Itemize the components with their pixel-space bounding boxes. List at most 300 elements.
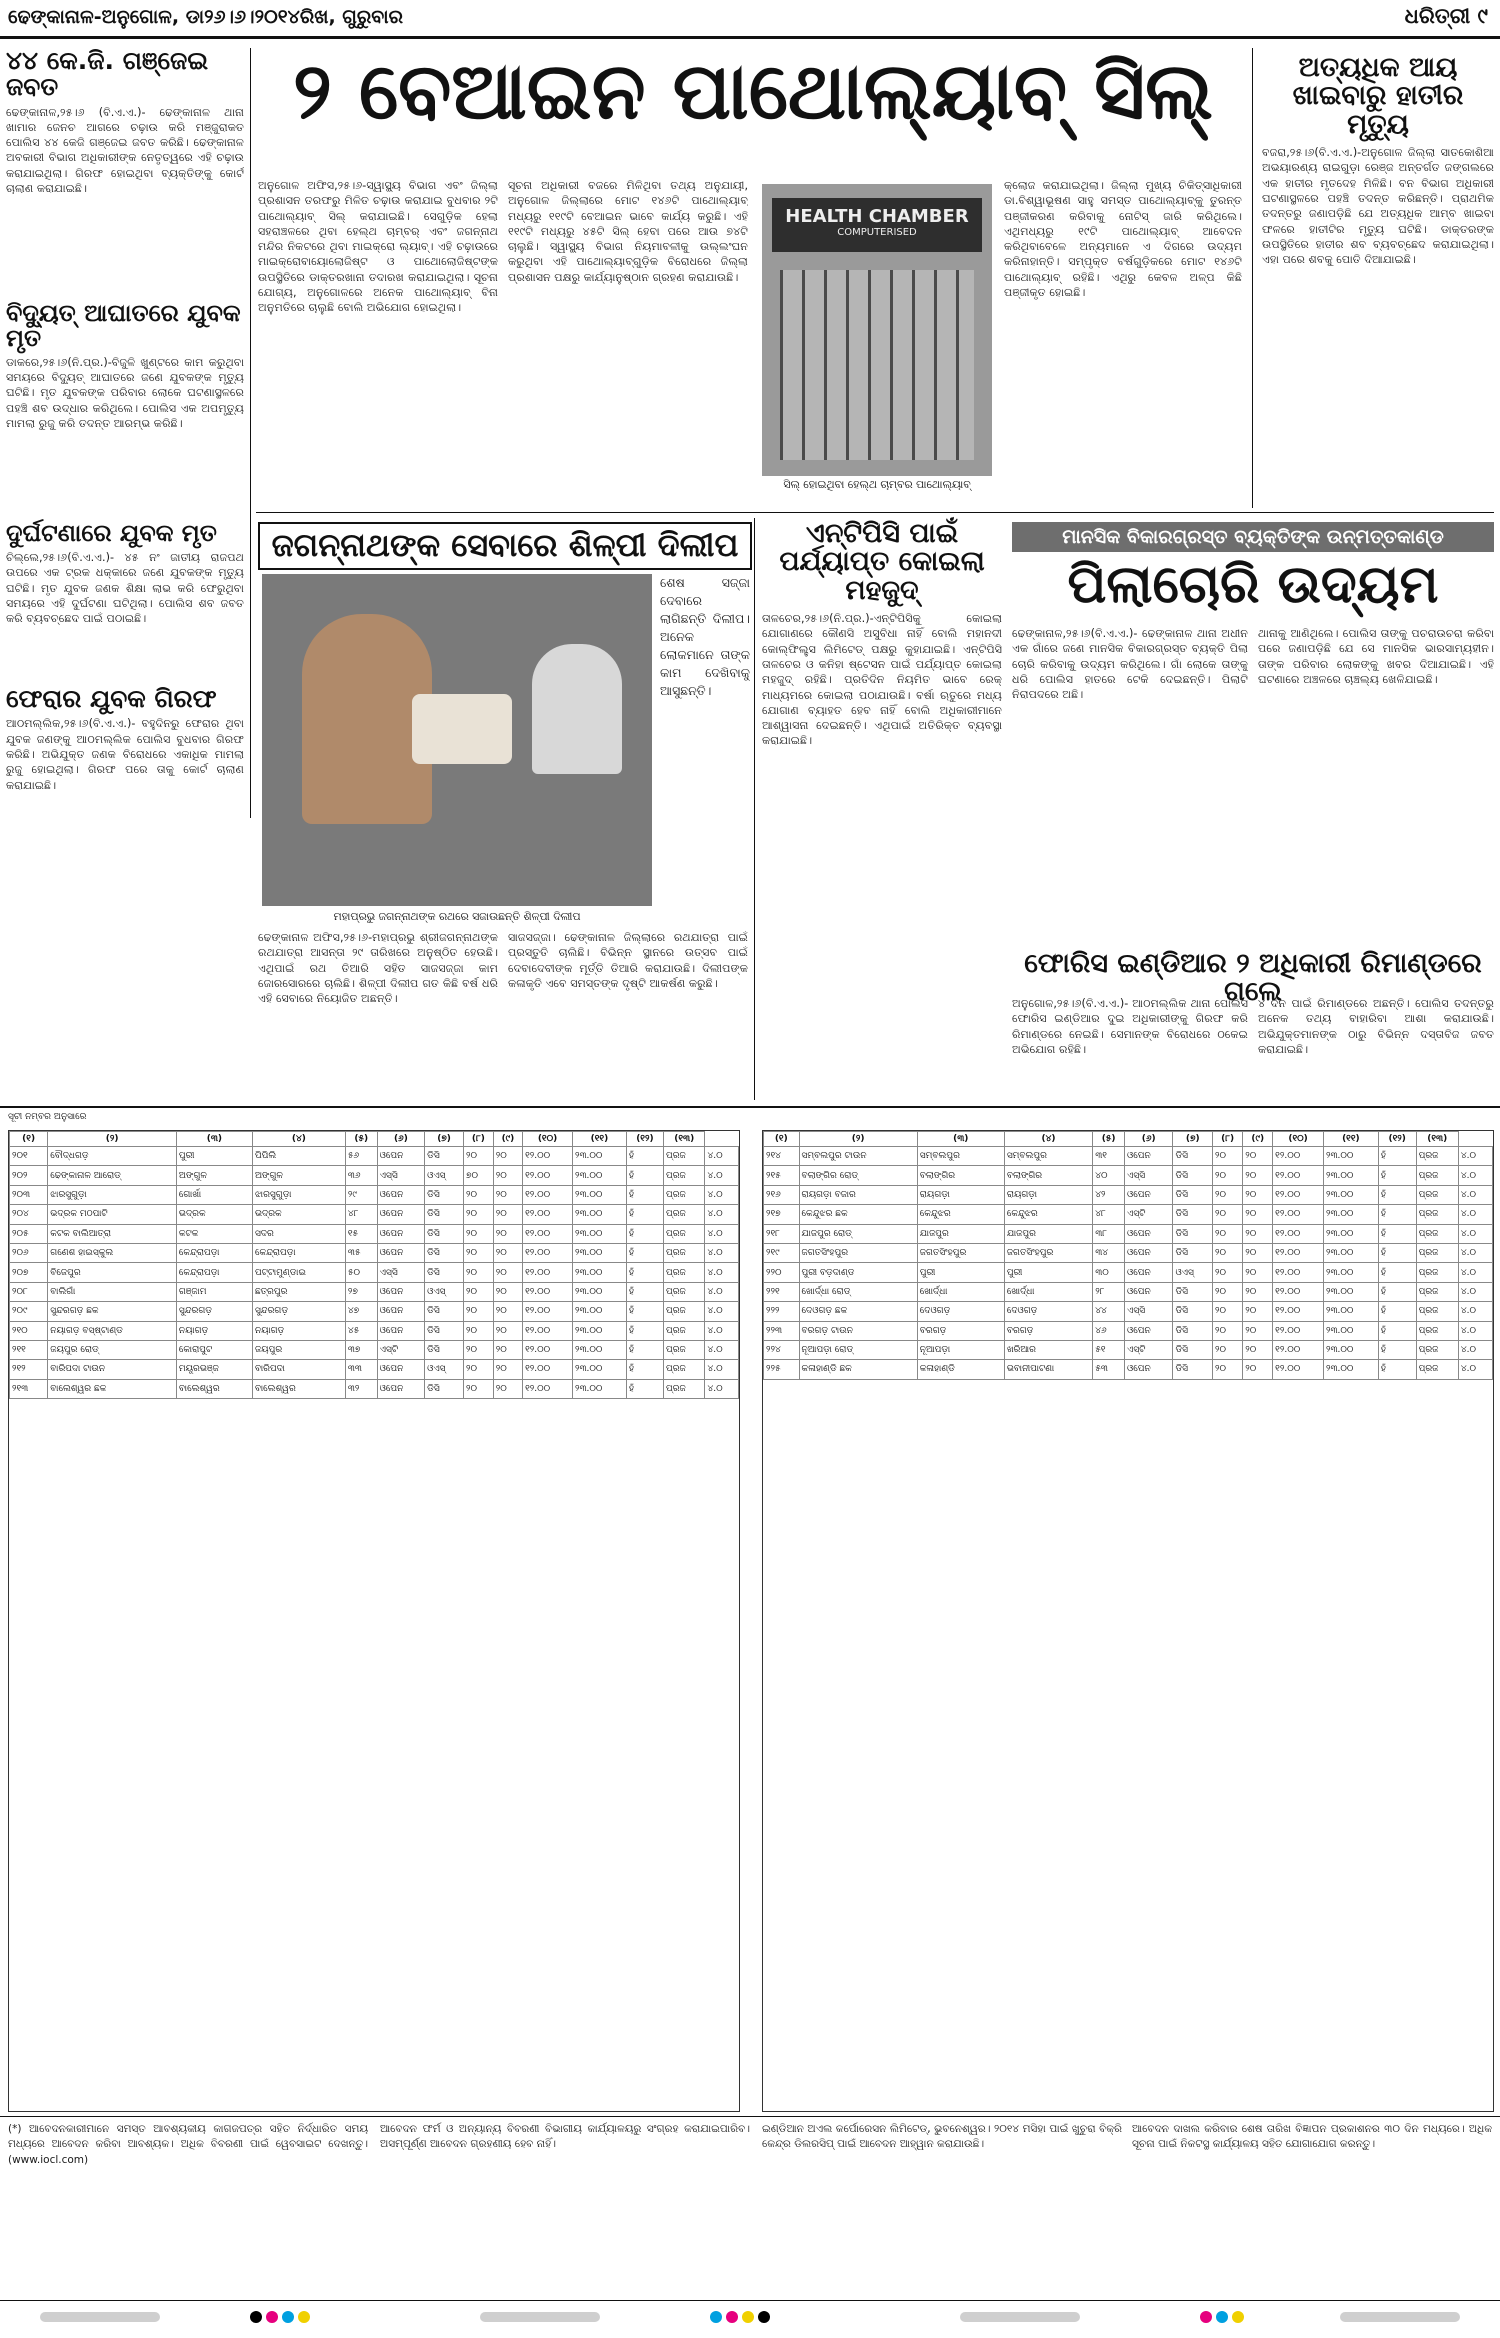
- elephant-body: ବଜରା,୨୫।୬(ବି.ଏ.ଏ.)-ଅନୁଗୋଳ ଜିଲ୍ଲା ସାତକୋଶିଆ ଅଭୟାରଣ୍ୟ ରାଇଗୁଡ଼ା ରେଞ୍ଜ ଅନ୍ତର୍ଗତ ଜଙ୍ଗଲରେ ଏକ ହାତୀର ମୃତଦେହ ମିଳିଛି। ବନ ବିଭାଗ ଅଧିକାରୀ ଘଟଣାସ୍ଥଳରେ ପହଞ୍ଚି ତଦନ୍ତ କରିଛନ୍ତି। ପ୍ରାଥମିକ ତଦନ୍ତରୁ ଜଣାପଡ଼ିଛି ଯେ ଅତ୍ୟଧିକ ଆମ୍ବ ଖାଇବା ଫଳରେ ହାତୀଟିର ମୃତ୍ୟୁ ଘଟିଛି। ଡାକ୍ତରଙ୍କ ଉପସ୍ଥିତିରେ ହାତୀର ଶବ ବ୍ୟବଚ୍ଛେଦ କରାଯାଇଥିଲା। ଏହା ପରେ ଶବକୁ ପୋତି ଦିଆଯାଇଛି।: [1262, 146, 1494, 267]
- table-cell: ହଁ: [1378, 1147, 1416, 1166]
- table-cell: ହଁ: [1378, 1224, 1416, 1243]
- table-cell: ରାୟଗଡ଼ା: [1004, 1185, 1092, 1204]
- table-cell: ୨୦: [1243, 1360, 1273, 1379]
- table-cell: ୨୨୪: [764, 1340, 800, 1359]
- footer-rule: [0, 2300, 1500, 2301]
- table-cell: ୪.୦: [705, 1282, 739, 1301]
- table-cell: କଟକ: [176, 1224, 252, 1243]
- table-cell: ନୟାଗଡ଼: [252, 1321, 345, 1340]
- table-cell: ହଁ: [626, 1263, 663, 1282]
- registration-dot-black: [758, 2311, 770, 2323]
- registration-bar-mark: [480, 2312, 600, 2322]
- table-cell: ୨୦: [1212, 1321, 1242, 1340]
- table-cell: ପ୍ରଜ: [663, 1224, 704, 1243]
- table-cell: ଓପେନ: [1125, 1360, 1173, 1379]
- table-row: [10, 1185, 739, 1204]
- registration-dot-cyan: [282, 2311, 294, 2323]
- registration-dot-yellow: [1232, 2311, 1244, 2323]
- table-cell: ଅଙ୍ଗୁଳ: [252, 1166, 345, 1185]
- table-cell: ସୁନ୍ଦରଗଡ଼: [176, 1302, 252, 1321]
- table-row: [10, 1282, 739, 1301]
- table-row: [764, 1243, 1493, 1262]
- table-cell: ନୟାଗଡ଼: [176, 1321, 252, 1340]
- notes-text-a: (*) ଆବେଦନକାରୀମାନେ ସମସ୍ତ ଆବଶ୍ୟକୀୟ କାଗଜପତ୍ର ସହିତ ନିର୍ଦ୍ଧାରିତ ସମୟ ମଧ୍ୟରେ ଆବେଦନ କରିବା ଆବଶ୍ୟକ। ଅଧିକ ବିବରଣୀ ପାଇଁ ୱେବସାଇଟ ଦେଖନ୍ତୁ।: [8, 2123, 368, 2151]
- table-cell: ଖୋର୍ଦ୍ଧା: [1004, 1282, 1092, 1301]
- table-cell: ୨୦: [493, 1243, 522, 1262]
- signboard-title: HEALTH CHAMBER: [785, 206, 969, 227]
- table-cell: ୨୦: [463, 1360, 493, 1379]
- table-cell: ୨୦୯: [10, 1302, 48, 1321]
- table-cell: ପ୍ରଜ: [1416, 1360, 1458, 1379]
- table-cell: ଓପେନ: [377, 1282, 425, 1301]
- table-cell: ୨୦: [1212, 1302, 1242, 1321]
- table-cell: ୨୯: [345, 1185, 377, 1204]
- table-cell: ୨୦୫: [10, 1224, 48, 1243]
- table-row: [10, 1360, 739, 1379]
- registration-bar-mark: [1340, 2312, 1460, 2322]
- table-row: [764, 1185, 1493, 1204]
- table-cell: ଡିସି: [1173, 1147, 1213, 1166]
- registration-dot-yellow: [742, 2311, 754, 2323]
- table-cell: ଓପେନ: [377, 1185, 425, 1204]
- table-cell: ୪.୦: [705, 1147, 739, 1166]
- table-cell: ଡିସି: [425, 1302, 464, 1321]
- table-cell: ୨୩.୦୦: [1323, 1166, 1378, 1185]
- table-cell: ୪୦: [1093, 1166, 1125, 1185]
- table-cell: ୩୫: [345, 1243, 377, 1262]
- table-cell: ପୁରୀ: [917, 1263, 1004, 1282]
- table-cell: ୩୩: [345, 1360, 377, 1379]
- table-cell: ଏସ୍‌ସି: [1125, 1302, 1173, 1321]
- table-cell: ଓପେନ: [1125, 1243, 1173, 1262]
- table-cell: ଜୟପୁର ରୋଡ୍: [48, 1340, 177, 1359]
- table-cell: ୧୨.୦୦: [1273, 1263, 1324, 1282]
- table-cell: ବରଗଡ଼: [917, 1321, 1004, 1340]
- table-cell: ବାରିପଦା: [252, 1360, 345, 1379]
- photo-shutter: [780, 270, 974, 460]
- table-cell: ବାଲିଗାଁ: [48, 1282, 177, 1301]
- table-cell: ହଁ: [626, 1166, 663, 1185]
- header-rule: [0, 36, 1500, 39]
- table-cell: ୨୩.୦୦: [572, 1243, 626, 1262]
- table-cell: ପ୍ରଜ: [1416, 1185, 1458, 1204]
- table-cell: କଳାହାଣ୍ଡି: [917, 1360, 1004, 1379]
- table-cell: ୨୩.୦୦: [1323, 1185, 1378, 1204]
- notes-block-b: ଆବେଦନ ଫର୍ମ ଓ ଅନ୍ୟାନ୍ୟ ବିବରଣୀ ବିଭାଗୀୟ କାର୍ଯ୍ୟାଳୟରୁ ସଂଗ୍ରହ କରାଯାଇପାରିବ। ଅସମ୍ପୂର୍ଣ୍ଣ ଆବେଦନ ଗ୍ରହଣୀୟ ହେବ ନାହିଁ।: [380, 2123, 750, 2151]
- table-cell: ୫୧: [1093, 1340, 1125, 1359]
- table-cell: ଯାଜପୁର ରୋଡ୍: [799, 1224, 917, 1243]
- table-cell: ୪.୦: [1458, 1340, 1492, 1359]
- table-cell: ୩୬: [345, 1166, 377, 1185]
- elephant-story: [1262, 54, 1494, 504]
- story-accident-headline: ଦୁର୍ଘଟଣାରେ ଯୁବକ ମୃତ: [6, 518, 217, 547]
- table-cell: ଓଏସ୍: [1173, 1263, 1213, 1282]
- table-cell: ୨୭: [345, 1282, 377, 1301]
- table-cell: ଓପେନ: [1125, 1282, 1173, 1301]
- table-cell: ୪.୦: [705, 1360, 739, 1379]
- table-cell: ୨୦୨: [10, 1166, 48, 1185]
- table-cell: ବଲାଙ୍ଗିର: [917, 1166, 1004, 1185]
- table-cell: ହଁ: [1378, 1360, 1416, 1379]
- table-cell: ୨୦: [493, 1282, 522, 1301]
- table-cell: ୨୩.୦୦: [572, 1147, 626, 1166]
- table-cell: ପ୍ରଜ: [663, 1263, 704, 1282]
- table-cell: କେନ୍ଦୁଝର ଛକ: [799, 1205, 917, 1224]
- table-cell: ହଁ: [626, 1185, 663, 1204]
- table-cell: ଓପେନ: [377, 1243, 425, 1262]
- table-cell: ୨୦: [463, 1340, 493, 1359]
- table-cell: ୨୧୫: [764, 1166, 800, 1185]
- table-cell: ପ୍ରଜ: [1416, 1263, 1458, 1282]
- table-cell: ୨୦: [1243, 1166, 1273, 1185]
- dealer-table: [763, 1131, 1493, 1380]
- table-cell: ଡିସି: [425, 1224, 464, 1243]
- table-cell: ୪.୦: [705, 1379, 739, 1398]
- table-cell: ୪.୦: [705, 1263, 739, 1282]
- table-cell: ସମ୍ବଲପୁର: [1004, 1147, 1092, 1166]
- table-cell: ୨୦୧: [10, 1147, 48, 1166]
- table-cell: ପ୍ରଜ: [1416, 1166, 1458, 1185]
- table-cell: ୨୦: [493, 1205, 522, 1224]
- table-cell: ୨୦: [463, 1224, 493, 1243]
- page-number: ଧରିତ୍ରୀ ୯: [1404, 4, 1488, 28]
- table-cell: ଛତ୍ରପୁର: [252, 1282, 345, 1301]
- table-cell: ପ୍ରଜ: [1416, 1147, 1458, 1166]
- table-header-cell: (୧୩): [1416, 1132, 1458, 1147]
- dateline: ଢେଙ୍କାନାଳ-ଅନୁଗୋଳ, ଡା୨୬।୬।୨୦୧୪ରିଖ, ଗୁରୁବାର: [8, 6, 403, 28]
- ntpc-headline: ଏନ୍‌ଟିପିସି ପାଇଁ ପର୍ଯ୍ୟାପ୍ତ କୋଇଲା ମହଜୁଦ୍: [779, 518, 985, 606]
- table-row: [764, 1166, 1493, 1185]
- table-cell: ଓପେନ: [1125, 1147, 1173, 1166]
- table-cell: ୧୨.୦୦: [523, 1224, 573, 1243]
- table-cell: ଦେଓଗଡ଼: [917, 1302, 1004, 1321]
- table-cell: ୧୨.୦୦: [523, 1263, 573, 1282]
- table-header-cell: (୭): [425, 1132, 464, 1147]
- table-cell: ୨୦୬: [10, 1243, 48, 1262]
- table-cell: ପଟ୍ଟାମୁଣ୍ଡାଇ: [252, 1263, 345, 1282]
- table-header-cell: (୪): [252, 1132, 345, 1147]
- table-header-cell: (୧୩): [663, 1132, 704, 1147]
- table-cell: ୪୮: [345, 1205, 377, 1224]
- table-cell: ୪.୦: [1458, 1147, 1492, 1166]
- story-accident-body: ଚିଲ୍ଲେ,୨୫।୬(ବି.ଏ.ଏ.)- ୪୫ ନଂ ଜାତୀୟ ରାଜପଥ ଉପରେ ଏକ ଟ୍ରକ ଧକ୍କାରେ ଜଣେ ଯୁବକଙ୍କ ମୃତ୍ୟୁ ଘଟିଛି। ମୃତ ଯୁବକ ଜଣକ ଶିକ୍ଷା ଲାଭ କରି ଫେରୁଥିବା ସମୟରେ ଏହି ଦୁର୍ଘଟଣା ଘଟିଥିଲା। ପୋଲିସ ଶବ ଜବତ କରି ବ୍ୟବଚ୍ଛେଦ ପାଇଁ ପଠାଇଛି।: [6, 551, 244, 626]
- table-cell: ଡିସି: [1173, 1185, 1213, 1204]
- table-row: [764, 1282, 1493, 1301]
- table-cell: ୫୦: [345, 1263, 377, 1282]
- table-cell: ହଁ: [626, 1360, 663, 1379]
- table-cell: ଡିସି: [1173, 1321, 1213, 1340]
- table-cell: ୨୩.୦୦: [572, 1340, 626, 1359]
- table-cell: ହଁ: [626, 1379, 663, 1398]
- elephant-headline: ଅତ୍ୟଧିକ ଆୟ ଖାଇବାରୁ ହାତୀର ମୃତ୍ୟୁ: [1292, 52, 1464, 140]
- table-cell: ୨୦୭: [10, 1263, 48, 1282]
- table-cell: ହଁ: [626, 1224, 663, 1243]
- table-cell: ଖୋର୍ଦ୍ଧା ରୋଡ୍: [799, 1282, 917, 1301]
- table-cell: ୨୨୨: [764, 1302, 800, 1321]
- table-cell: ୨୧୪: [764, 1147, 800, 1166]
- table-cell: ଓଏସ୍: [425, 1166, 464, 1185]
- table-cell: ୨୦: [1243, 1302, 1273, 1321]
- table-cell: ୪୨: [1093, 1185, 1125, 1204]
- forest-body-a: ଅନୁଗୋଳ,୨୫।୬(ବି.ଏ.ଏ.)- ଆଠମଲ୍ଲିକ ଥାନା ପୋଲିସ ଫୋରିସ ଇଣ୍ଡିଆର ଦୁଇ ଅଧିକାରୀଙ୍କୁ ଗିରଫ କରି ରିମାଣ୍ଡରେ ନେଇଛି। ସେମାନଙ୍କ ବିରୋଧରେ ଠକେଇ ଅଭିଯୋଗ ରହିଛି।: [1012, 997, 1248, 1056]
- table-cell: ୧୨.୦୦: [1273, 1340, 1324, 1359]
- section-rule: [256, 512, 1494, 513]
- table-cell: ୨୩.୦୦: [1323, 1263, 1378, 1282]
- table-cell: ଦେଓଗଡ଼: [1004, 1302, 1092, 1321]
- table-cell: କେନ୍ଦ୍ରାପଡ଼ା: [252, 1243, 345, 1262]
- table-cell: ୭୦: [463, 1166, 493, 1185]
- jagannath-headline: ଜଗନ୍ନାଥଙ୍କ ସେବାରେ ଶିଳ୍ପୀ ଦିଲୀପ: [271, 526, 739, 564]
- table-cell: ୪.୦: [1458, 1302, 1492, 1321]
- table-cell: ୧୨.୦୦: [523, 1379, 573, 1398]
- table-header-cell: (୧୧): [572, 1132, 626, 1147]
- table-header-row: [10, 1132, 739, 1147]
- table-cell: ୨୦: [463, 1147, 493, 1166]
- table-cell: ୨୦: [1212, 1224, 1242, 1243]
- table-row: [764, 1205, 1493, 1224]
- registration-bar-mark: [40, 2312, 160, 2322]
- table-row: [10, 1243, 739, 1262]
- table-cell: ୧୨.୦୦: [1273, 1282, 1324, 1301]
- table-cell: ୨୩.୦୦: [572, 1282, 626, 1301]
- table-cell: ପ୍ରଜ: [663, 1340, 704, 1359]
- table-cell: ୧୨.୦୦: [1273, 1185, 1324, 1204]
- story-electrocution-headline: ବିଦ୍ୟୁତ୍ ଆଘାତରେ ଯୁବକ ମୃତ: [6, 298, 241, 352]
- table-cell: ୨୦: [493, 1147, 522, 1166]
- table-cell: ୨୦: [463, 1185, 493, 1204]
- table-cell: କଳାହାଣ୍ଡି ଛକ: [799, 1360, 917, 1379]
- table-cell: ବାଲେଶ୍ୱର: [176, 1379, 252, 1398]
- table-cell: ପ୍ରଜ: [1416, 1340, 1458, 1359]
- dealer-table: [9, 1131, 739, 1399]
- lead-body-col2: ସୂଚନା ଅଧିକାରୀ ବଜରେ ମିଳିଥିବା ତଥ୍ୟ ଅନୁଯାୟୀ, ଅନୁଗୋଳ ଜିଲ୍ଲାରେ ମୋଟ ୧୪୬ଟି ପାଥୋଲ୍ୟାବ୍ ମଧ୍ୟରୁ ୧୧୯ଟି ବେଆଇନ ଭାବେ କାର୍ଯ୍ୟ କରୁଛି। ଏହି ୧୧୯ଟି ମଧ୍ୟରୁ ୪୫ଟି ସିଲ୍ ହେବା ପରେ ଆଉ ୭୪ଟି ଚାଲୁଛି। ସ୍ୱାସ୍ଥ୍ୟ ବିଭାଗ ନିୟମାବଳୀକୁ ଉଲ୍ଲଂଘନ କରୁଥିବା ଏହି ପାଥୋଲ୍ୟାବ୍‌ଗୁଡ଼ିକ ବିରୋଧରେ ଜିଲ୍ଲା ପ୍ରଶାସନ ପକ୍ଷରୁ କାର୍ଯ୍ୟାନୁଷ୍ଠାନ ଗ୍ରହଣ କରାଯାଉଛି।: [508, 179, 748, 284]
- health-chamber-caption: ସିଲ୍ ହୋଇଥିବା ହେଲ୍ଥ ଚାମ୍ବର ପାଥୋଲ୍ୟାବ୍: [783, 478, 971, 491]
- table-cell: ଡିସି: [1173, 1224, 1213, 1243]
- table-cell: ୩୮: [1093, 1224, 1125, 1243]
- table-cell: ୨୧୧: [10, 1340, 48, 1359]
- table-cell: ହଁ: [1378, 1263, 1416, 1282]
- registration-dot-yellow: [298, 2311, 310, 2323]
- table-cell: ୩୨: [345, 1379, 377, 1398]
- table-cell: ଓପେନ: [377, 1147, 425, 1166]
- table-cell: ଭଦ୍ରକ: [252, 1205, 345, 1224]
- table-cell: ମୟୂରଭଞ୍ଜ: [176, 1360, 252, 1379]
- column-divider: [1252, 48, 1253, 508]
- table-header-cell: (୧): [10, 1132, 48, 1147]
- table-header-cell: (୫): [1093, 1132, 1125, 1147]
- table-cell: ଡିସି: [425, 1147, 464, 1166]
- table-cell: ୩୪: [1093, 1243, 1125, 1262]
- table-cell: ସୁନ୍ଦରଗଡ଼: [252, 1302, 345, 1321]
- table-header-cell: (୨): [48, 1132, 177, 1147]
- story-ganja-body: ଢେଙ୍କାନାଳ,୨୫।୬ (ବି.ଏ.ଏ.)- ଢେଙ୍କାନାଳ ଥାନା ଖାମାର ଜେନଚ ଆଗରେ ଚଢ଼ାଉ କରି ମଞ୍ଜୁରାକତ ପୋଲିସ ୪୪ କେଜି ଗଞ୍ଜେଇ ଜବତ କରିଛି। ଢେଙ୍କାନାଳ ଅବକାରୀ ବିଭାଗ ଅଧିକାରୀଙ୍କ ନେତୃତ୍ୱରେ ଏହି ଚଢ଼ାଉ କରାଯାଇଥିଲା। ଗିରଫ ହୋଇଥିବା ବ୍ୟକ୍ତିଙ୍କୁ କୋର୍ଟ ଚାଲାଣ କରାଯାଇଛି।: [6, 105, 244, 195]
- table-cell: ୧୫: [345, 1224, 377, 1243]
- table-cell: ୨୦: [493, 1340, 522, 1359]
- table-cell: ୨୩.୦୦: [1323, 1321, 1378, 1340]
- table-cell: ପ୍ରଜ: [663, 1360, 704, 1379]
- table-cell: ଡିସି: [1173, 1302, 1213, 1321]
- table-cell: ସମ୍ବଲପୁର ଟାଉନ: [799, 1147, 917, 1166]
- table-cell: ୨୩.୦୦: [1323, 1282, 1378, 1301]
- table-cell: ନୟାଗଡ଼ ବସ୍‌ଷ୍ଟାଣ୍ଡ: [48, 1321, 177, 1340]
- table-cell: ୨୦: [493, 1321, 522, 1340]
- table-cell: ପ୍ରଜ: [663, 1185, 704, 1204]
- table-cell: ହଁ: [1378, 1243, 1416, 1262]
- jagannath-body-b: ସାଜସଜ୍ଜା। ଢେଙ୍କାନାଳ ଜିଲ୍ଲାରେ ରଥଯାତ୍ରା ପାଇଁ ପ୍ରସ୍ତୁତି ଚାଲିଛି। ବିଭିନ୍ନ ସ୍ଥାନରେ ଉତ୍ସବ ପାଇଁ ଦେବାଦେବୀଙ୍କ ମୂର୍ତ୍ତି ତିଆରି କରାଯାଉଛି। ଦିଲୀପଙ୍କ କଳାକୃତି ଏବେ ସମସ୍ତଙ୍କ ଦୃଷ୍ଟି ଆକର୍ଷଣ କରୁଛି।: [508, 931, 748, 990]
- table-row: [764, 1360, 1493, 1379]
- table-cell: ୨୩.୦୦: [572, 1360, 626, 1379]
- table-cell: କେନ୍ଦୁଝର: [1004, 1205, 1092, 1224]
- table-cell: ବରଗଡ଼ ଟାଉନ: [799, 1321, 917, 1340]
- table-cell: ୩୧: [1093, 1147, 1125, 1166]
- table-cell: ଜଗତସିଂହପୁର: [799, 1243, 917, 1262]
- table-cell: ୨୩.୦୦: [572, 1185, 626, 1204]
- table-cell: ଖରିଆର: [1004, 1340, 1092, 1359]
- table-cell: ଡିସି: [425, 1243, 464, 1262]
- table-cell: ବାରିପଦା ଟାଉନ: [48, 1360, 177, 1379]
- table-cell: କେନ୍ଦ୍ରାପଡ଼ା: [176, 1243, 252, 1262]
- table-title: ସୂଚୀ ନମ୍ବର ଅନୁସାରେ: [8, 1112, 87, 1122]
- table-cell: ଯାଜପୁର: [1004, 1224, 1092, 1243]
- table-cell: ୨୦: [1243, 1282, 1273, 1301]
- story-ganja-headline: ୪୪ କେ.ଜି. ଗଞ୍ଜେଇ ଜବତ: [6, 46, 209, 102]
- table-cell: ୨୩.୦୦: [1323, 1360, 1378, 1379]
- left-column: [6, 48, 244, 818]
- notes-block-a: [8, 2122, 368, 2292]
- table-cell: ଓପେନ: [1125, 1263, 1173, 1282]
- table-header-cell: (୩): [176, 1132, 252, 1147]
- table-cell: କେନ୍ଦୁଝର: [917, 1205, 1004, 1224]
- lead-headline: ୨ ବେଆଇନ ପାଥୋଲ୍ୟାବ୍ ସିଲ୍: [293, 47, 1213, 137]
- table-cell: ଢେଙ୍କାନାଳ ଆରୋଡ୍: [48, 1166, 177, 1185]
- table-cell: ୪୭: [345, 1302, 377, 1321]
- print-registration-bar: [0, 2308, 1500, 2330]
- table-cell: ୨୦: [1243, 1205, 1273, 1224]
- table-cell: ୨୩.୦୦: [572, 1379, 626, 1398]
- table-cell: ୨୧୮: [764, 1224, 800, 1243]
- table-cell: ଡିସି: [1173, 1340, 1213, 1359]
- table-cell: ଓପେନ: [377, 1360, 425, 1379]
- table-cell: ଭଦ୍ରକ: [176, 1205, 252, 1224]
- table-cell: ୨୦: [493, 1263, 522, 1282]
- pilfer-kicker: ମାନସିକ ବିକାରଗ୍ରସ୍ତ ବ୍ୟକ୍ତିଙ୍କ ଉନ୍ମତ୍ତକାଣ୍ଡ: [1012, 522, 1494, 552]
- table-cell: ୧୨.୦୦: [523, 1321, 573, 1340]
- table-cell: ପ୍ରଜ: [663, 1282, 704, 1301]
- table-cell: ୨୩.୦୦: [1323, 1205, 1378, 1224]
- table-cell: ଓପେନ: [377, 1224, 425, 1243]
- table-cell: ୧୨.୦୦: [523, 1360, 573, 1379]
- table-cell: ୨୦: [1212, 1205, 1242, 1224]
- table-cell: ପ୍ରଜ: [1416, 1205, 1458, 1224]
- table-header-cell: (୯): [1243, 1132, 1273, 1147]
- table-cell: ଡିସି: [1173, 1166, 1213, 1185]
- table-cell: ୨୦: [463, 1205, 493, 1224]
- table-cell: ଯାଜପୁର: [917, 1224, 1004, 1243]
- table-cell: ଜଗତସିଂହପୁର: [1004, 1243, 1092, 1262]
- table-cell: ୩୭: [345, 1340, 377, 1359]
- table-header-cell: (୨): [799, 1132, 917, 1147]
- table-cell: ୨୦: [1243, 1263, 1273, 1282]
- registration-dot-magenta: [1200, 2311, 1212, 2323]
- table-cell: ୩୦: [1093, 1263, 1125, 1282]
- table-cell: ଭବାନୀପାଟଣା: [1004, 1360, 1092, 1379]
- table-cell: ୪.୦: [1458, 1205, 1492, 1224]
- table-cell: ନୂଆପଡ଼ା: [917, 1340, 1004, 1359]
- table-cell: ରାୟଗଡ଼ା: [917, 1185, 1004, 1204]
- iocl-url[interactable]: (www.iocl.com): [8, 2153, 89, 2166]
- forest-headline: ଫୋରିସ ଇଣ୍ଡିଆର ୨ ଅଧିକାରୀ ରିମାଣ୍ଡରେ ଗଲେ: [1024, 948, 1482, 1008]
- table-cell: ୨୩.୦୦: [1323, 1340, 1378, 1359]
- table-cell: ୪.୦: [705, 1224, 739, 1243]
- table-header-cell: (୯): [493, 1132, 522, 1147]
- table-cell: ପ୍ରଜ: [663, 1243, 704, 1262]
- table-cell: ୨୮: [1093, 1282, 1125, 1301]
- registration-dot-magenta: [266, 2311, 278, 2323]
- table-cell: ଏସ୍‌ଟି: [1125, 1340, 1173, 1359]
- table-cell: ୨୩.୦୦: [572, 1166, 626, 1185]
- table-cell: ବରଗଡ଼: [1004, 1321, 1092, 1340]
- table-row: [764, 1224, 1493, 1243]
- table-cell: ୨୦: [463, 1379, 493, 1398]
- table-cell: ହଁ: [626, 1243, 663, 1262]
- table-cell: ୪.୦: [705, 1321, 739, 1340]
- table-header-cell: (୧୨): [1378, 1132, 1416, 1147]
- table-cell: ୧୨.୦୦: [523, 1243, 573, 1262]
- table-cell: ୪.୦: [1458, 1360, 1492, 1379]
- table-header-row: [764, 1132, 1493, 1147]
- table-row: [764, 1340, 1493, 1359]
- table-cell: ହଁ: [1378, 1302, 1416, 1321]
- table-cell: ୧୨.୦୦: [523, 1282, 573, 1301]
- table-cell: ଓପେନ: [377, 1205, 425, 1224]
- table-cell: ପ୍ରଜ: [663, 1302, 704, 1321]
- table-cell: ୨୧୯: [764, 1243, 800, 1262]
- table-cell: ଡିସି: [425, 1185, 464, 1204]
- table-cell: ୪.୦: [1458, 1263, 1492, 1282]
- table-cell: ଜଗତସିଂହପୁର: [917, 1243, 1004, 1262]
- artist-caption: ମହାପ୍ରଭୁ ଜଗନ୍ନାଥଙ୍କ ରଥରେ ସଜାଉଛନ୍ତି ଶିଳ୍ପୀ ଦିଲୀପ: [333, 910, 581, 923]
- table-cell: ୨୦: [1212, 1263, 1242, 1282]
- table-cell: ୪୮: [1093, 1205, 1125, 1224]
- table-cell: ୫୬: [345, 1147, 377, 1166]
- table-cell: ପ୍ରଜ: [1416, 1321, 1458, 1340]
- table-cell: ୧୨.୦୦: [1273, 1205, 1324, 1224]
- table-cell: ୨୩.୦୦: [1323, 1147, 1378, 1166]
- table-cell: ବଲାଙ୍ଗିର ରୋଡ୍: [799, 1166, 917, 1185]
- health-chamber-photo: [762, 184, 992, 476]
- table-cell: ୨୦: [1212, 1147, 1242, 1166]
- table-cell: ୨୦: [1212, 1360, 1242, 1379]
- table-cell: ୪.୦: [1458, 1321, 1492, 1340]
- table-cell: ଏସ୍‌ସି: [377, 1263, 425, 1282]
- table-cell: ଡିସି: [425, 1321, 464, 1340]
- table-cell: ୪.୦: [1458, 1243, 1492, 1262]
- table-cell: ୨୩.୦୦: [572, 1205, 626, 1224]
- table-cell: ୨୧୩: [10, 1379, 48, 1398]
- table-cell: ପ୍ରଜ: [1416, 1282, 1458, 1301]
- pilfer-body-b: ଥାନାକୁ ଆଣିଥିଲେ। ପୋଲିସ ତାଙ୍କୁ ପଚରାଉଚରା କରିବା ପରେ ଜଣାପଡ଼ିଛି ଯେ ସେ ମାନସିକ ଭାରସାମ୍ୟହୀନ। ତାଙ୍କ ପରିବାର ଲୋକଙ୍କୁ ଖବର ଦିଆଯାଇଛି। ଏହି ଘଟଣାରେ ଅଞ୍ଚଳରେ ଚାଞ୍ଚଲ୍ୟ ଖେଳିଯାଇଛି।: [1258, 627, 1494, 686]
- table-row: [10, 1205, 739, 1224]
- table-cell: ଖୋର୍ଦ୍ଧା: [917, 1282, 1004, 1301]
- table-cell: ୪.୦: [1458, 1224, 1492, 1243]
- table-cell: ହଁ: [626, 1321, 663, 1340]
- jagannath-headline-box: [258, 522, 752, 570]
- table-cell: ୪.୦: [705, 1205, 739, 1224]
- table-cell: ଓପେନ: [1125, 1185, 1173, 1204]
- table-row: [764, 1302, 1493, 1321]
- table-cell: ୧୨.୦୦: [1273, 1302, 1324, 1321]
- table-cell: ଅଙ୍ଗୁଳ: [176, 1166, 252, 1185]
